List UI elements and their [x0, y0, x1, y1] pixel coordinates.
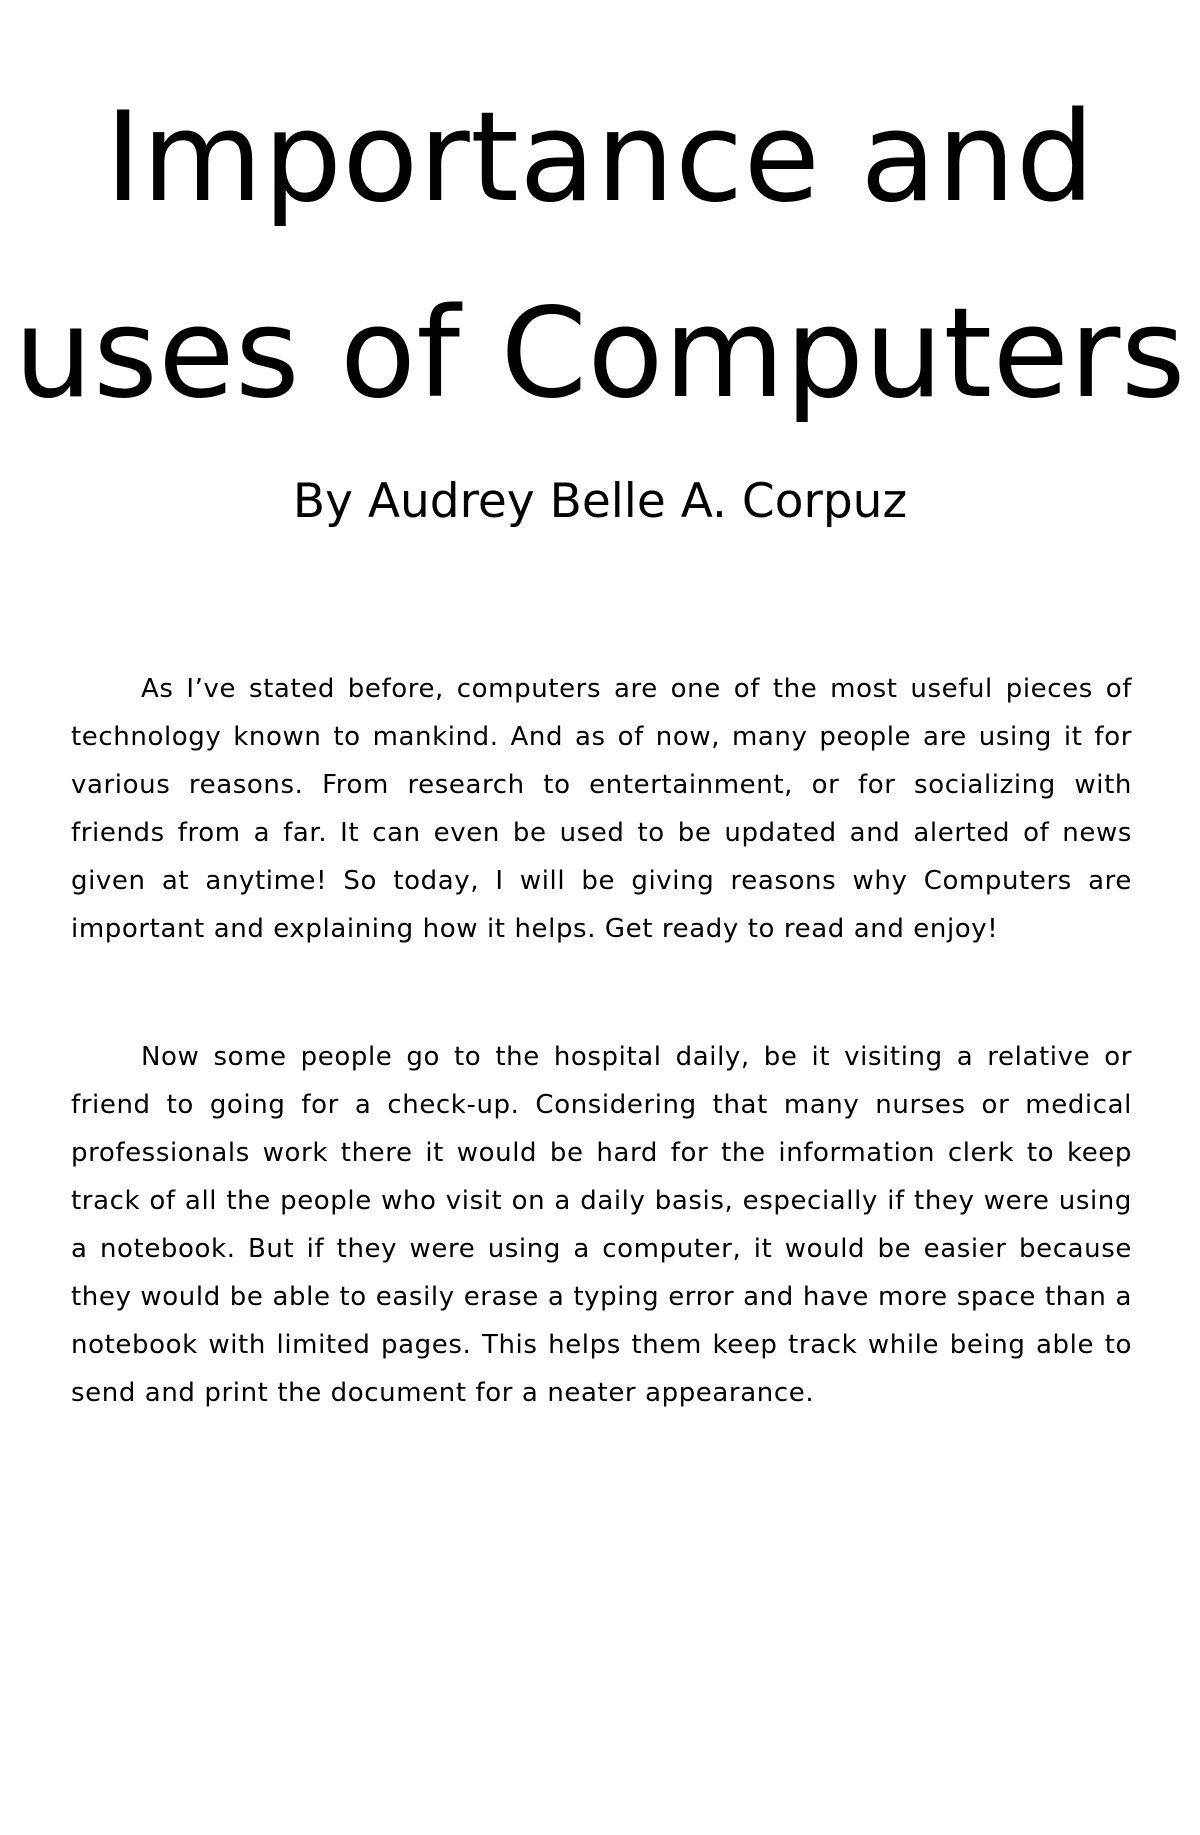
- paragraph-hospital: Now some people go to the hospital daily, be it visiting a relative or friend to going for a check-up. Considering that many nurses or medical professionals work there it would be hard for the information clerk to keep track of all the people who visit on a daily basis, especially if they were using a notebook. But if they were using a computer, it would be easier because they would be able to easily erase a typing error and have more space than a notebook with limited pages. This helps them keep track while being able to send and print the document for a neater appearance.: [71, 1042, 1132, 1408]
- page-title: [0, 60, 1200, 452]
- title-line-1: Importance and: [104, 86, 1096, 230]
- paragraph-intro: As I’ve stated before, computers are one of the most useful pieces of technology known to mankind. And as of now, many people are using it for various reasons. From research to entertainment, or for socializing with friends from a far. It can even be used to be updated and alerted of news given at anytime! So today, I will be giving reasons why Computers are important and explaining how it helps. Get ready to read and enjoy!: [71, 674, 1132, 944]
- title-line-2: uses of Computers: [14, 282, 1186, 426]
- author-byline: By Audrey Belle A. Corpuz: [292, 474, 908, 529]
